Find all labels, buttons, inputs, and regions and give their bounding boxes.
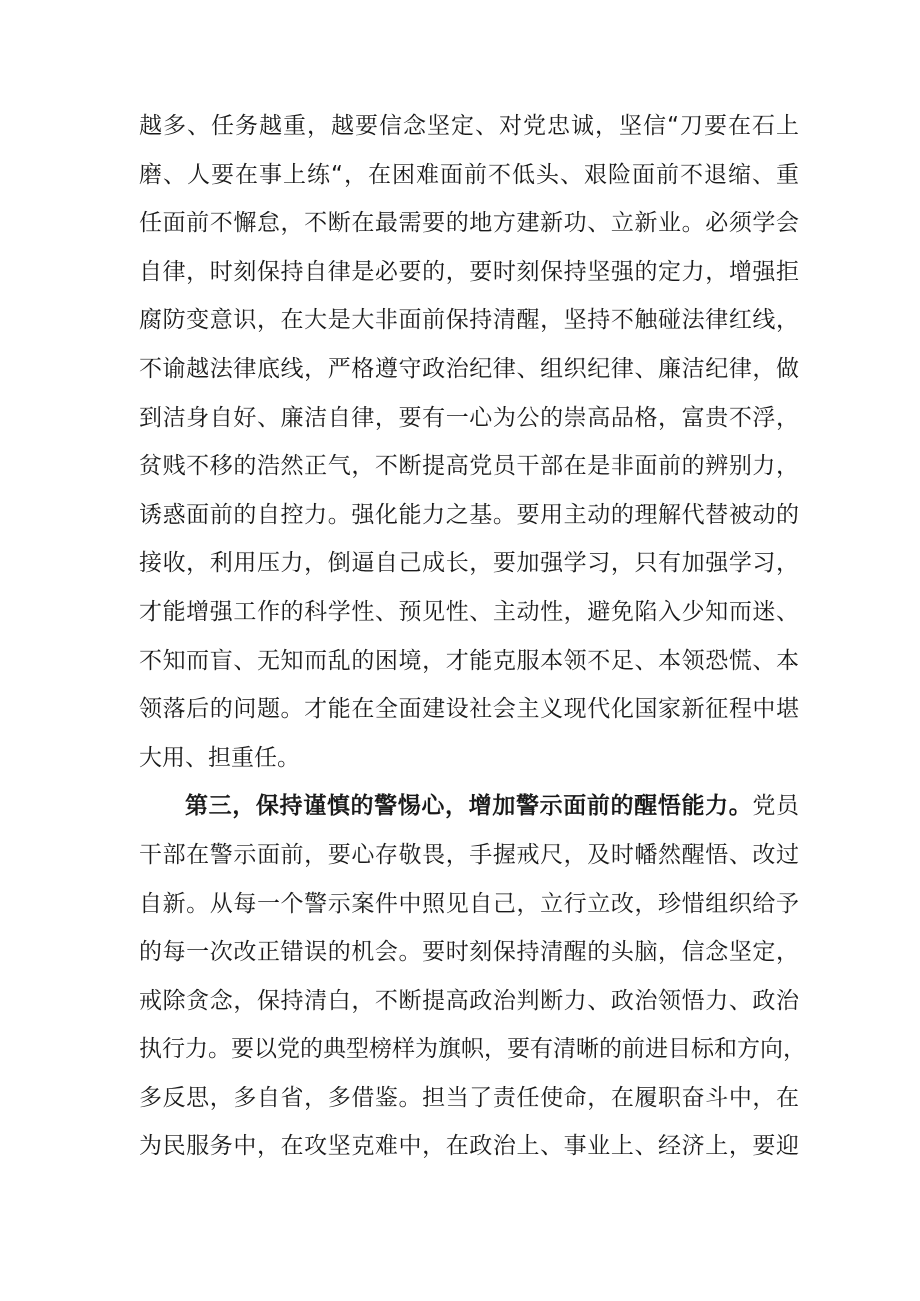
text-line: 干部在警示面前，要心存敬畏，手握戒尺，及时幡然醒悟、改过 — [139, 841, 799, 868]
text-line: 诱惑面前的自控力。强化能力之基。要用主动的理解代替被动的 — [139, 501, 799, 528]
text-line: 执行力。要以党的典型榜样为旗帜，要有清晰的前进目标和方向， — [139, 1036, 806, 1063]
text-line: 不知而盲、无知而乱的困境，才能克服本领不足、本领恐慌、本 — [139, 647, 799, 674]
text-line: 多反思，多自省，多借鉴。担当了责任使命，在履职奋斗中，在 — [139, 1084, 799, 1111]
section-heading-line — [139, 782, 799, 831]
text-line: 任面前不懈怠，不断在最需要的地方建新功、立新业。必须学会 — [139, 210, 799, 237]
text-line: 自新。从每一个警示案件中照见自己，立行立改，珍惜组织给予 — [139, 890, 799, 917]
text-line: 大用、担重任。 — [139, 744, 300, 771]
text-line: 领落后的问题。才能在全面建设社会主义现代化国家新征程中堪 — [139, 696, 799, 723]
document-body — [139, 102, 806, 1171]
text-line: 自律，时刻保持自律是必要的，要时刻保持坚强的定力，增强拒 — [139, 258, 799, 285]
section-heading: 第三，保持谨慎的警惕心，增加警示面前的醒悟能力。 — [185, 793, 753, 820]
text-line: 到洁身自好、廉洁自律，要有一心为公的崇高品格，富贵不浮， — [139, 404, 799, 431]
text-line: 贫贱不移的浩然正气，不断提高党员干部在是非面前的辨别力， — [139, 453, 799, 480]
text-line: 戒除贪念，保持清白，不断提高政治判断力、政治领悟力、政治 — [139, 987, 799, 1014]
text-line: 的每一次改正错误的机会。要时刻保持清醒的头脑，信念坚定， — [139, 939, 799, 966]
text-line: 磨、人要在事上练“，在困难面前不低头、艰险面前不退缩、重 — [139, 161, 799, 188]
text-line: 为民服务中，在攻坚克难中，在政治上、事业上、经济上，要迎 — [139, 1133, 799, 1160]
text-line: 越多、任务越重，越要信念坚定、对党忠诚，坚信“刀要在石上 — [139, 113, 799, 139]
text-line: 接收，利用压力，倒逼自己成长，要加强学习，只有加强学习， — [139, 550, 799, 577]
text-line: 腐防变意识，在大是大非面前保持清醒，坚持不触碰法律红线， — [139, 307, 799, 334]
text-line: 才能增强工作的科学性、预见性、主动性，避免陷入少知而迷、 — [139, 598, 799, 625]
text-run: 党员 — [752, 793, 800, 820]
text-line: 不谕越法律底线，严格遵守政治纪律、组织纪律、廉洁纪律，做 — [139, 355, 799, 382]
